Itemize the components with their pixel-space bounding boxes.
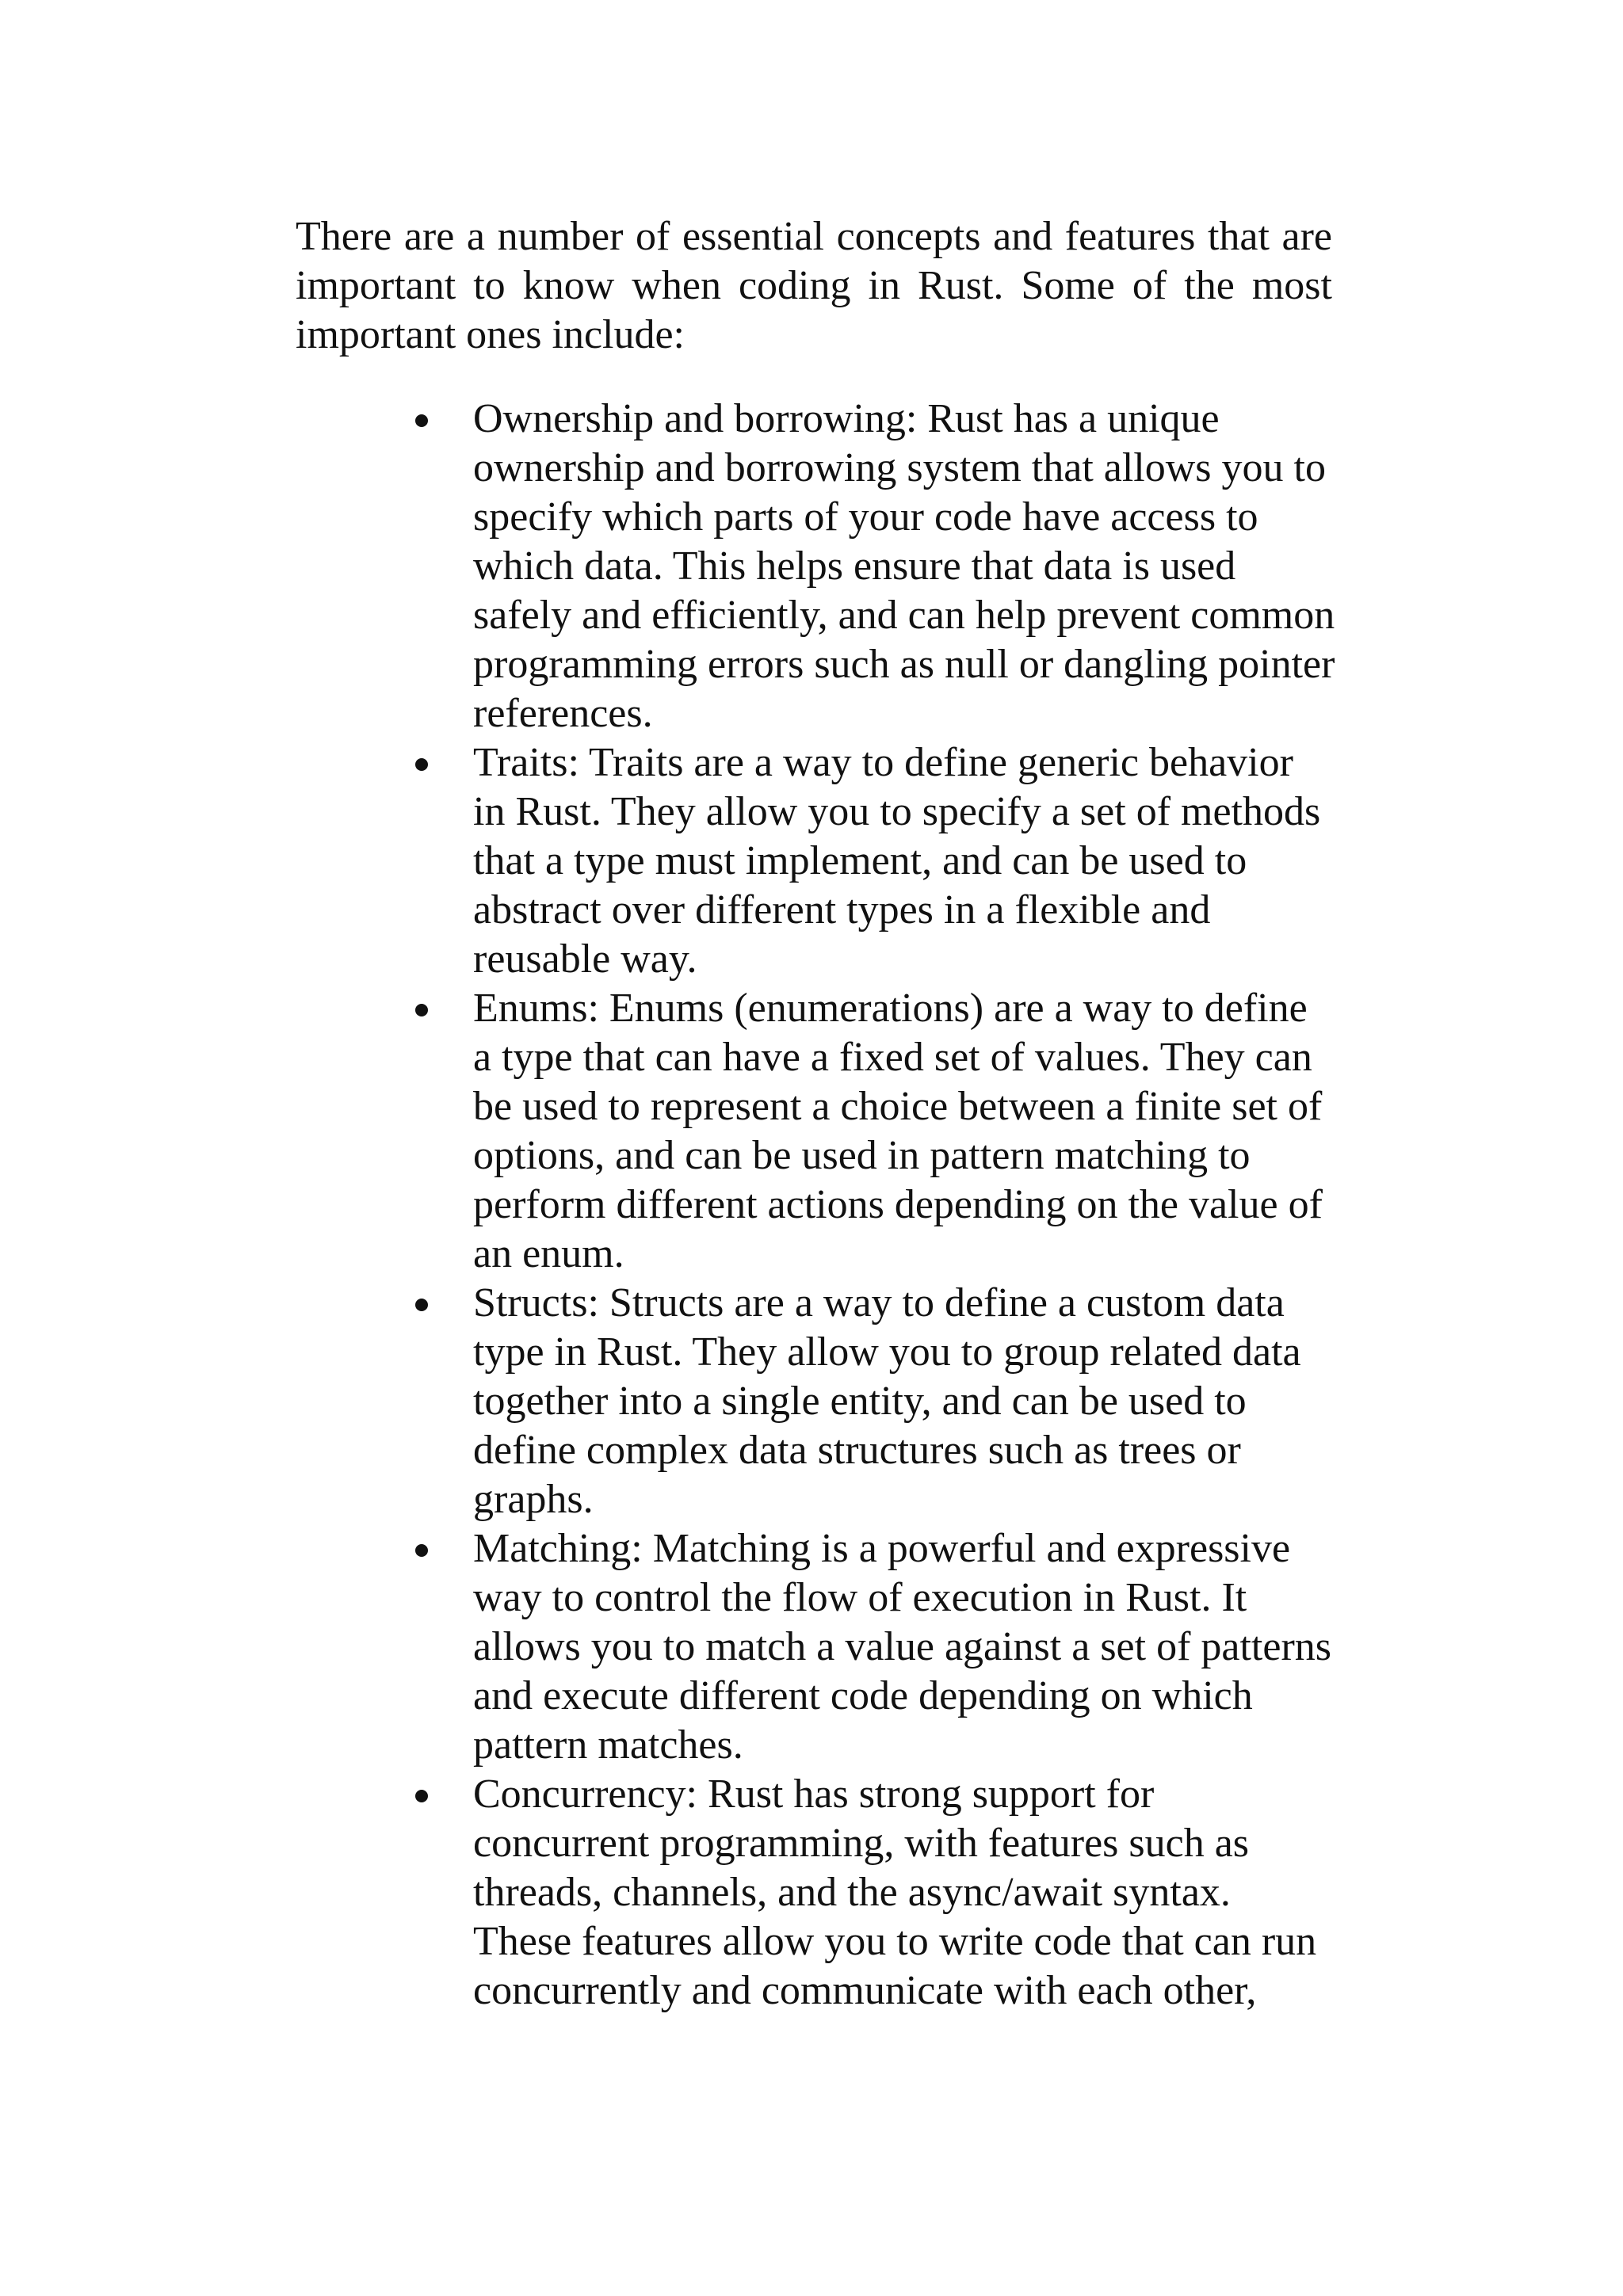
- list-item-line: safely and efficiently, and can help prevent common: [473, 593, 1335, 638]
- bullet-icon: [415, 414, 428, 427]
- bullet-icon: [415, 1004, 428, 1016]
- list-item-line: Structs: Structs are a way to define a custom data: [473, 1280, 1285, 1325]
- bullet-icon: [415, 758, 428, 771]
- list-item-line: that a type must implement, and can be used to: [473, 838, 1247, 883]
- list-item-line: perform different actions depending on the value of: [473, 1182, 1323, 1227]
- list-item-line: pattern matches.: [473, 1722, 743, 1768]
- list-item-line: Enums: Enums (enumerations) are a way to define: [473, 986, 1308, 1031]
- list-item-line: threads, channels, and the async/await syntax.: [473, 1870, 1231, 1915]
- intro-line: There are a number of essential concepts and features that are: [296, 214, 1332, 259]
- list-item-line: These features allow you to write code that can run: [473, 1919, 1317, 1964]
- list-item-text: [473, 1770, 1361, 2016]
- list-item-text: [473, 395, 1361, 738]
- list-item-line: Ownership and borrowing: Rust has a unique: [473, 396, 1220, 441]
- list-item-text: [473, 984, 1361, 1279]
- list-item-line: specify which parts of your code have access to: [473, 494, 1258, 540]
- list-item-line: together into a single entity, and can be used to: [473, 1379, 1247, 1424]
- list-item-line: which data. This helps ensure that data is used: [473, 543, 1236, 589]
- list-item-text: [473, 738, 1361, 984]
- list-item-line: type in Rust. They allow you to group related data: [473, 1329, 1301, 1375]
- bullet-icon: [415, 1790, 428, 1802]
- list-item-line: graphs.: [473, 1477, 594, 1522]
- list-item-line: be used to represent a choice between a finite set of: [473, 1084, 1323, 1129]
- intro-line: important ones include:: [296, 312, 685, 357]
- list-item-text: [473, 1279, 1361, 1524]
- list-item-line: allows you to match a value against a set of patterns: [473, 1624, 1332, 1669]
- list-item-line: in Rust. They allow you to specify a set of methods: [473, 789, 1321, 834]
- list-item-line: ownership and borrowing system that allows you to: [473, 445, 1326, 490]
- list-item-line: Traits: Traits are a way to define generic behavior: [473, 740, 1293, 785]
- list-item-line: Concurrency: Rust has strong support for: [473, 1772, 1155, 1817]
- list-item-line: define complex data structures such as trees or: [473, 1428, 1241, 1473]
- list-item-line: a type that can have a fixed set of values. They can: [473, 1035, 1312, 1080]
- list-item-text: [473, 1524, 1361, 1770]
- list-item-line: concurrently and communicate with each other,: [473, 1968, 1257, 2013]
- list-item-line: options, and can be used in pattern matching to: [473, 1133, 1251, 1178]
- list-item-line: way to control the flow of execution in Rust. It: [473, 1575, 1247, 1620]
- list-item-line: Matching: Matching is a powerful and expressive: [473, 1526, 1291, 1571]
- list-item-line: and execute different code depending on which: [473, 1673, 1253, 1718]
- list-item-line: reusable way.: [473, 936, 697, 982]
- intro-line: important to know when coding in Rust. Some of the most: [296, 263, 1332, 308]
- intro-paragraph: [296, 212, 1332, 360]
- list-item-line: an enum.: [473, 1231, 624, 1276]
- bullet-icon: [415, 1299, 428, 1311]
- list-item-line: programming errors such as null or dangling pointer: [473, 642, 1335, 687]
- list-item-line: references.: [473, 691, 653, 736]
- bullet-icon: [415, 1544, 428, 1557]
- list-item-line: abstract over different types in a flexible and: [473, 887, 1211, 933]
- list-item-line: concurrent programming, with features such as: [473, 1821, 1250, 1866]
